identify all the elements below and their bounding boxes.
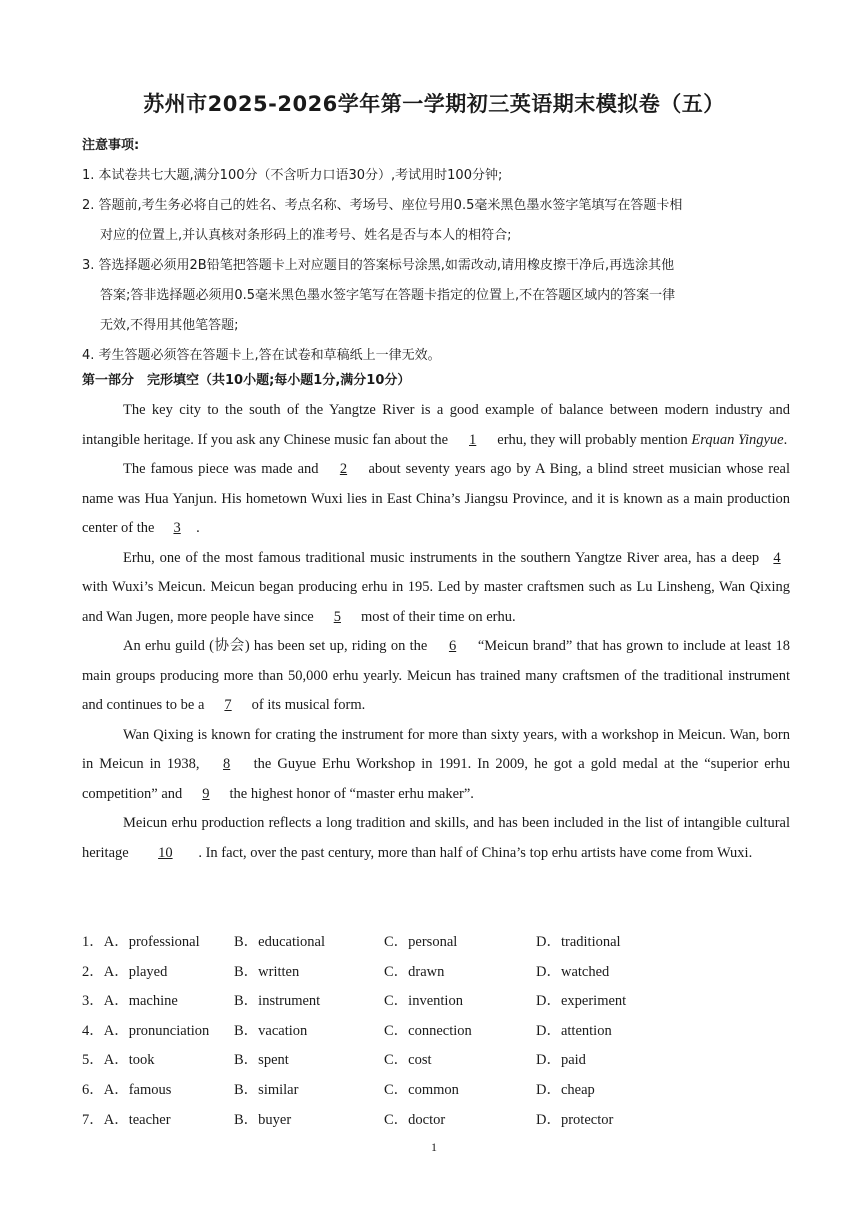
option-row — [82, 987, 790, 1017]
cloze-passage — [82, 396, 790, 868]
notice-line: 答案;答非选择题必须用0.5毫米黑色墨水签字笔写在答题卡指定的位置上,不在答题区域内的答案一律 — [100, 288, 676, 303]
option-a: 2．A．played — [82, 963, 168, 980]
option-a: 6．A．famous — [82, 1081, 172, 1098]
passage-paragraph: Meicun erhu production reflects a long tradition and skills, and has been included in the list of intangible cultural heritage 10 . In fact, over the past century, more than half of China’s top erhu artists have come from Wuxi. — [82, 809, 790, 868]
option-c: C．drawn — [384, 963, 445, 980]
notice-line: 4. 考生答题必须答在答题卡上,答在试卷和草稿纸上一律无效。 — [82, 348, 441, 363]
notice-line: 2. 答题前,考生务必将自己的姓名、考点名称、考场号、座位号用0.5毫米黑色墨水签字笔填写在答题卡相 — [82, 198, 683, 213]
page-number: 1 — [431, 1140, 437, 1154]
answer-blank: 1 — [469, 431, 477, 448]
passage-paragraph: The key city to the south of the Yangtze River is a good example of balance between modern industry and intangible heritage. If you ask any Chinese music fan about the 1 erhu, they will probably mention Erquan Yingyue. — [82, 396, 790, 455]
option-row — [82, 1017, 790, 1047]
option-c: C．connection — [384, 1022, 472, 1039]
option-c: C．common — [384, 1081, 459, 1098]
passage-paragraph: An erhu guild (协会) has been set up, riding on the 6 “Meicun brand” that has grown to include at least 18 main groups producing more than 50,000 erhu yearly. Meicun has trained many craftsmen of the traditional instrument and continues to be a 7 of its musical form. — [82, 632, 790, 721]
notice-line: 无效,不得用其他笔答题; — [100, 318, 239, 333]
notice-line: 3. 答选择题必须用2B铅笔把答题卡上对应题目的答案标号涂黑,如需改动,请用橡皮擦干净后,再选涂其他 — [82, 258, 675, 273]
passage-paragraph: The famous piece was made and 2 about seventy years ago by A Bing, a blind street musician whose real name was Hua Yanjun. His hometown Wuxi lies in East China’s Jiangsu Province, and it is known as a main production center of the 3 . — [82, 455, 790, 544]
option-row — [82, 1046, 790, 1076]
answer-blank: 10 — [158, 844, 173, 861]
option-c: C．personal — [384, 934, 458, 950]
option-a: 5．A．took — [82, 1052, 155, 1069]
option-b: B．spent — [234, 1052, 289, 1069]
option-b: B．buyer — [234, 1111, 292, 1128]
option-c: C．invention — [384, 993, 463, 1010]
answer-blank: 2 — [339, 461, 348, 477]
notice-line: 1. 本试卷共七大题,满分100分（不含听力口语30分）,考试用时100分钟; — [82, 168, 503, 183]
option-d: D．paid — [536, 1052, 586, 1069]
answer-blank: 3 — [173, 520, 181, 536]
option-row — [82, 928, 790, 958]
option-c: C．doctor — [384, 1111, 446, 1128]
option-d: D．attention — [536, 1022, 612, 1039]
option-d: D．experiment — [536, 993, 627, 1010]
option-row — [82, 958, 790, 988]
answer-blank: 6 — [448, 638, 457, 654]
answer-blank: 5 — [333, 608, 341, 625]
option-b: B．similar — [234, 1081, 299, 1098]
passage-paragraph: Erhu, one of the most famous traditional music instruments in the southern Yangtze River area, has a deep 4 with Wuxi’s Meicun. Meicun began producing erhu in 195. Led by master craftsmen such as Lu Linsheng, Wan Qixing and Wan Jugen, more people have since 5 most of their time on erhu. — [82, 544, 790, 633]
option-d: D．watched — [536, 963, 610, 980]
option-a: 1．A．professional — [82, 934, 200, 950]
option-b: B．instrument — [234, 993, 321, 1010]
option-a: 4．A．pronunciation — [82, 1022, 210, 1039]
answer-blank: 4 — [773, 549, 781, 566]
page-title: 苏州市2025-2026学年第一学期初三英语期末模拟卷（五） — [143, 92, 725, 116]
option-d: D．protector — [536, 1111, 614, 1128]
answer-blank: 9 — [202, 785, 210, 802]
passage-paragraph: Wan Qixing is known for crating the instrument for more than sixty years, with a workshop in Meicun. Wan, born in Meicun in 1938, 8 the Guyue Erhu Workshop in 1991. In 2009, he got a gold medal at the “superior erhu competition” and 9 the highest honor of “master erhu maker”. — [82, 721, 790, 810]
answer-blank: 7 — [224, 697, 232, 713]
option-b: B．vacation — [234, 1022, 308, 1039]
notice-heading: 注意事项: — [82, 138, 140, 153]
option-row — [82, 1106, 790, 1136]
answer-options — [82, 928, 790, 1135]
option-d: D．cheap — [536, 1081, 595, 1098]
option-d: D．traditional — [536, 934, 621, 950]
option-row — [82, 1076, 790, 1106]
option-a: 7．A．teacher — [82, 1111, 171, 1128]
option-b: B．written — [234, 963, 300, 980]
option-b: B．educational — [234, 934, 326, 950]
answer-blank: 8 — [222, 756, 231, 772]
notice-line: 对应的位置上,并认真核对条形码上的准考号、姓名是否与本人的相符合; — [100, 228, 512, 243]
notice-section — [82, 131, 792, 371]
option-a: 3．A．machine — [82, 993, 178, 1010]
section-title: 第一部分 完形填空（共10小题;每小题1分,满分10分） — [82, 373, 411, 388]
option-c: C．cost — [384, 1052, 432, 1069]
